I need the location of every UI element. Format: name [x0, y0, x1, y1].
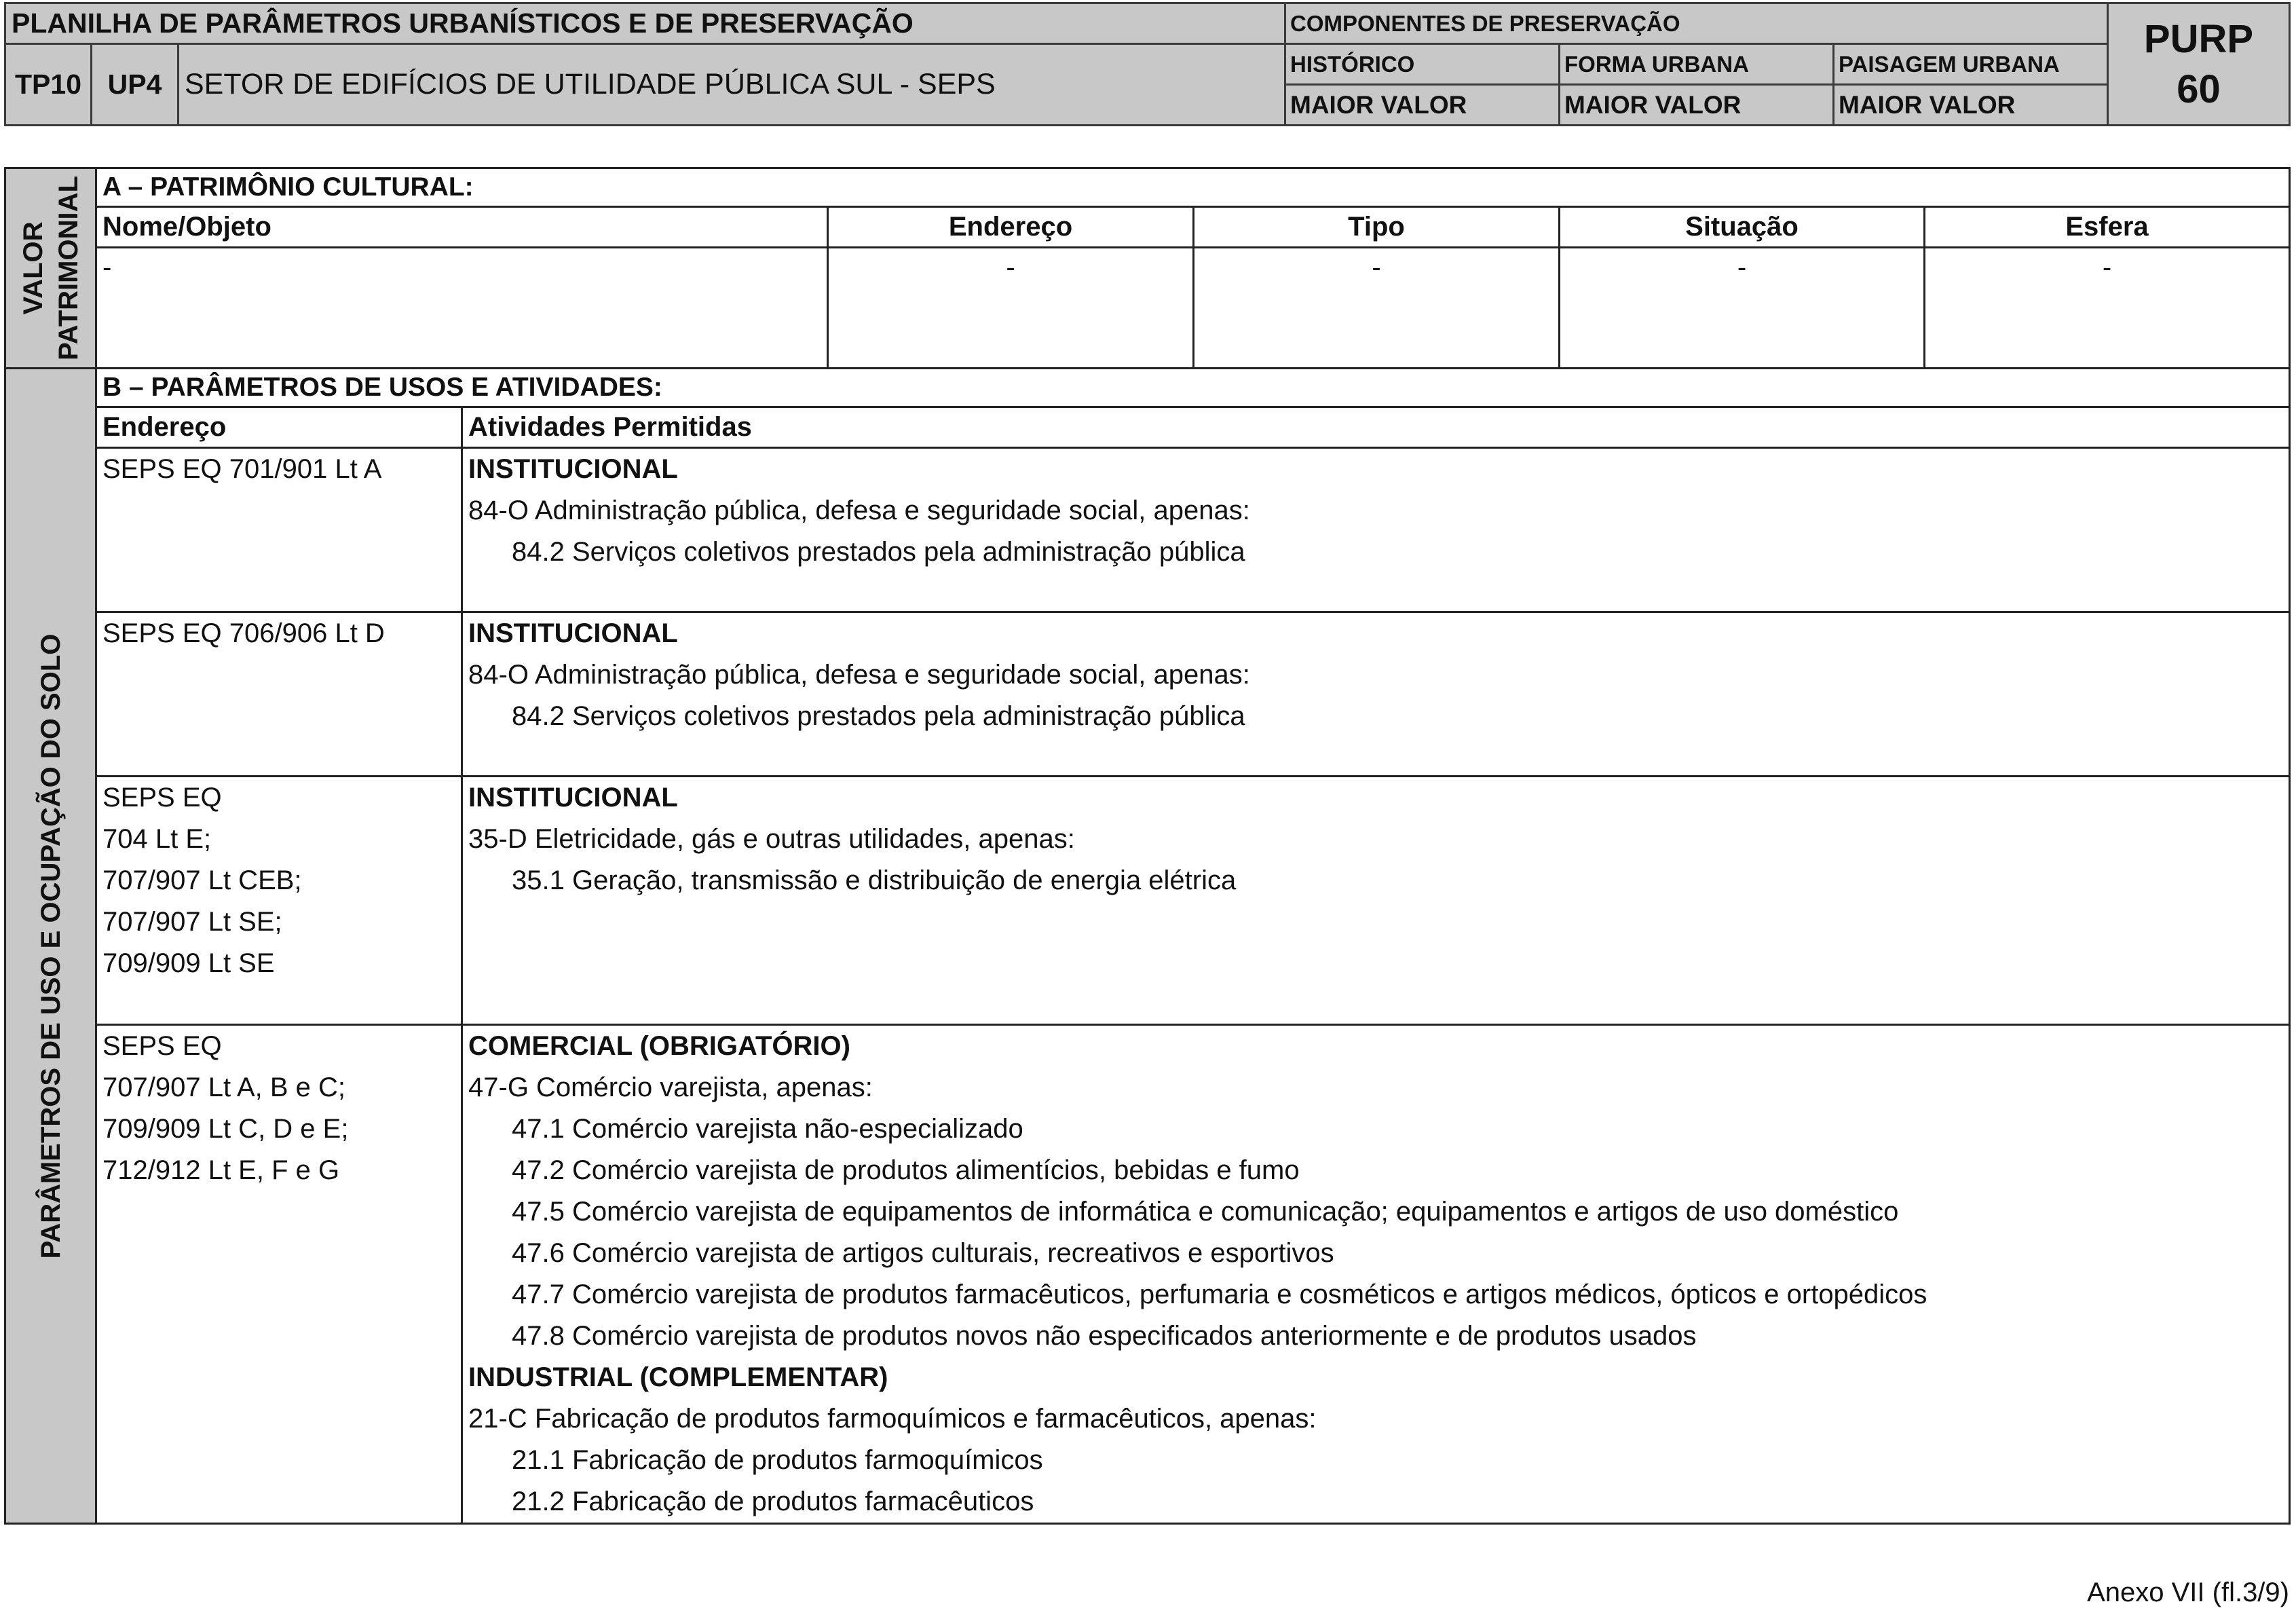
activity-subclass: 84.2 Serviços coletivos prestados pela administração pública: [512, 701, 1245, 731]
row-activities: [462, 777, 2290, 1025]
row-address: SEPS EQ 706/906 Lt D: [96, 612, 462, 777]
cell-nome-objeto: -: [96, 248, 828, 369]
annex-footer: Anexo VII (fl.3/9): [2087, 1578, 2289, 1607]
side-label-b: PARÂMETROS DE USO E OCUPAÇÃO DO SOLO: [35, 633, 66, 1258]
row-address: SEPS EQ 701/901 Lt A: [96, 448, 462, 612]
activity-subclass: 47.5 Comércio varejista de equipamentos de informática e comunicação; equipamentos e artigos de uso doméstico: [512, 1197, 1899, 1227]
activity-category: INSTITUCIONAL: [468, 783, 678, 813]
component-forma-label: FORMA URBANA: [1560, 44, 1834, 85]
component-paisagem-value: MAIOR VALOR: [1834, 85, 2108, 126]
activity-group: 47-G Comércio varejista, apenas:: [468, 1072, 873, 1102]
activity-category: INSTITUCIONAL: [468, 454, 678, 484]
purp-box: [2108, 3, 2290, 126]
col-header-b-endereco: Endereço: [96, 407, 462, 448]
component-historico-value: MAIOR VALOR: [1285, 85, 1560, 126]
row-address: SEPS EQ 704 Lt E; 707/907 Lt CEB; 707/907 Lt SE; 709/909 Lt SE: [96, 777, 462, 1025]
col-header-atividades: Atividades Permitidas: [462, 407, 2290, 448]
activity-subclass: 47.1 Comércio varejista não-especializado: [512, 1114, 1023, 1144]
header-table: [4, 2, 2291, 126]
activity-subclass: 47.2 Comércio varejista de produtos alimentícios, bebidas e fumo: [512, 1155, 1300, 1185]
section-b-title: B – PARÂMETROS DE USOS E ATIVIDADES:: [96, 369, 2290, 407]
sector-name: SETOR DE EDIFÍCIOS DE UTILIDADE PÚBLICA SUL - SEPS: [178, 44, 1285, 126]
component-historico-label: HISTÓRICO: [1285, 44, 1560, 85]
activity-group: 84-O Administração pública, defesa e seguridade social, apenas:: [468, 496, 1250, 525]
sheet-title: PLANILHA DE PARÂMETROS URBANÍSTICOS E DE PRESERVAÇÃO: [5, 3, 1285, 44]
purp-number: 60: [2177, 67, 2221, 111]
section-a-title: A – PATRIMÔNIO CULTURAL:: [96, 168, 2290, 207]
col-header-situacao: Situação: [1560, 207, 1925, 248]
row-address: SEPS EQ 707/907 Lt A, B e C; 709/909 Lt C, D e E; 712/912 Lt E, F e G: [96, 1025, 462, 1524]
component-forma-value: MAIOR VALOR: [1560, 85, 1834, 126]
activity-subclass: 47.6 Comércio varejista de artigos culturais, recreativos e esportivos: [512, 1238, 1334, 1268]
side-label-parametros-uso: [5, 369, 96, 1524]
side-label-line2: PATRIMONIAL: [53, 176, 83, 360]
side-label-valor-patrimonial: [5, 168, 96, 369]
side-label-line1: VALOR: [18, 221, 48, 315]
activity-subclass: 47.8 Comércio varejista de produtos novos não especificados anteriormente e de produtos usados: [512, 1321, 1697, 1351]
col-header-endereco: Endereço: [828, 207, 1194, 248]
purp-label: PURP: [2143, 16, 2254, 61]
tp-code: TP10: [5, 44, 92, 126]
activity-subclass: 35.1 Geração, transmissão e distribuição de energia elétrica: [512, 865, 1237, 895]
col-header-nome-objeto: Nome/Objeto: [96, 207, 828, 248]
cell-situacao: -: [1560, 248, 1925, 369]
up-code: UP4: [92, 44, 178, 126]
col-header-esfera: Esfera: [1925, 207, 2290, 248]
row-activities: [462, 1025, 2290, 1524]
cell-endereco: -: [828, 248, 1194, 369]
row-activities: [462, 612, 2290, 777]
component-paisagem-label: PAISAGEM URBANA: [1834, 44, 2108, 85]
activity-group: 35-D Eletricidade, gás e outras utilidades, apenas:: [468, 824, 1075, 854]
components-label: COMPONENTES DE PRESERVAÇÃO: [1285, 3, 2108, 44]
activity-category: INDUSTRIAL (COMPLEMENTAR): [468, 1362, 888, 1392]
cell-esfera: -: [1925, 248, 2290, 369]
col-header-tipo: Tipo: [1194, 207, 1560, 248]
row-activities: [462, 448, 2290, 612]
activity-subclass: 21.2 Fabricação de produtos farmacêuticos: [512, 1487, 1034, 1516]
activity-group: 21-C Fabricação de produtos farmoquímicos e farmacêuticos, apenas:: [468, 1404, 1317, 1434]
activity-subclass: 47.7 Comércio varejista de produtos farmacêuticos, perfumaria e cosméticos e artigos médicos, ópticos e ortopédicos: [512, 1280, 1927, 1309]
activity-subclass: 21.1 Fabricação de produtos farmoquímicos: [512, 1445, 1043, 1475]
cell-tipo: -: [1194, 248, 1560, 369]
activity-group: 84-O Administração pública, defesa e seguridade social, apenas:: [468, 660, 1250, 690]
activity-category: COMERCIAL (OBRIGATÓRIO): [468, 1031, 850, 1061]
activity-category: INSTITUCIONAL: [468, 618, 678, 648]
activity-subclass: 84.2 Serviços coletivos prestados pela administração pública: [512, 537, 1245, 567]
parameters-table: [4, 167, 2291, 1525]
